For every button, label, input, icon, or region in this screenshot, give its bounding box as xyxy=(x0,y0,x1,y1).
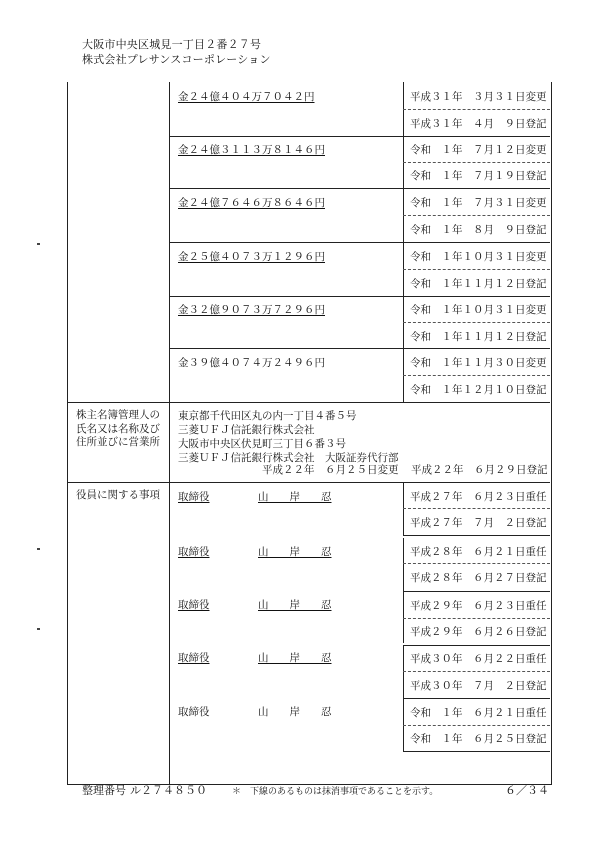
section-separator xyxy=(67,402,550,403)
capital-amount: 金２４億４０４万７０４２円 xyxy=(178,91,315,103)
capital-row-separator xyxy=(169,296,550,297)
capital-row-separator xyxy=(169,242,550,243)
registry-manager-address-1: 東京都千代田区丸の内一丁目４番５号 xyxy=(178,410,357,422)
officer-title: 取締役 xyxy=(178,491,210,503)
officer-row-separator xyxy=(403,645,550,646)
section-separator xyxy=(67,482,550,483)
reference-number: ル２７４８５０ xyxy=(130,784,207,797)
officer-registration-date: 令和 １年 ６月２５日登記 xyxy=(410,733,547,745)
capital-change-date: 平成３１年 ３月３１日変更 xyxy=(410,91,547,103)
company-name: 株式会社プレサンスコーポレーション xyxy=(82,53,271,66)
capital-registration-date: 令和 １年１１月１２日登記 xyxy=(410,331,547,343)
capital-change-date: 令和 １年１０月３１日変更 xyxy=(410,251,547,263)
date-dashed-separator xyxy=(403,508,550,509)
officer-name: 山 岸 忍 xyxy=(258,491,332,503)
officer-name: 山 岸 忍 xyxy=(258,652,332,664)
officer-reappointment-date: 令和 １年 ６月２１日重任 xyxy=(410,707,547,719)
date-dashed-separator xyxy=(403,215,550,216)
registry-manager-registration-date: 平成２２年 ６月２９日登記 xyxy=(411,464,548,476)
officer-reappointment-date: 平成３０年 ６月２２日重任 xyxy=(410,653,547,665)
capital-row-separator xyxy=(169,188,550,189)
officers-label: 役員に関する事項 xyxy=(76,489,160,501)
document-header xyxy=(82,37,271,67)
date-dashed-separator xyxy=(403,725,550,726)
capital-registration-date: 平成３１年 ４月 ９日登記 xyxy=(410,118,547,130)
capital-registration-date: 令和 １年 ８月 ９日登記 xyxy=(410,224,547,236)
officer-registration-date: 平成２９年 ６月２６日登記 xyxy=(410,626,547,638)
officer-registration-date: 平成２７年 ７月 ２日登記 xyxy=(410,517,547,529)
officer-date-divider xyxy=(403,591,404,643)
capital-registration-date: 令和 １年１２月１０日登記 xyxy=(410,384,547,396)
capital-row-separator xyxy=(169,136,550,137)
date-dashed-separator xyxy=(403,162,550,163)
date-dashed-separator xyxy=(403,109,550,110)
registry-manager-name-1: 三菱ＵＦＪ信託銀行株式会社 xyxy=(178,424,315,436)
scan-speck xyxy=(37,548,40,550)
officer-registration-date: 平成２８年 ６月２７日登記 xyxy=(410,572,547,584)
registry-manager-name-2: 三菱ＵＦＪ信託銀行株式会社 大阪証券代行部 xyxy=(178,452,399,464)
officer-name: 山 岸 忍 xyxy=(258,546,332,558)
label-line: 氏名又は名称及び xyxy=(76,422,160,435)
officer-title: 取締役 xyxy=(178,546,210,558)
capital-change-date: 令和 １年１１月３０日変更 xyxy=(410,357,547,369)
officer-date-divider xyxy=(403,538,404,591)
page-number: ６／３４ xyxy=(505,784,549,797)
capital-change-date: 令和 １年１０月３１日変更 xyxy=(410,304,547,316)
company-address: 大阪市中央区城見一丁目２番２７号 xyxy=(82,38,262,51)
date-dashed-separator xyxy=(403,671,550,672)
registry-manager-label xyxy=(76,409,160,450)
capital-amount: 金２５億４０７３万１２９６円 xyxy=(178,251,325,263)
capital-amount: 金２４億７６４６万８６４６円 xyxy=(178,197,325,209)
scan-speck xyxy=(37,628,40,630)
date-dashed-separator xyxy=(403,322,550,323)
capital-change-date: 令和 １年 ７月３１日変更 xyxy=(410,197,547,209)
officer-reappointment-date: 平成２７年 ６月２３日重任 xyxy=(410,491,547,503)
date-dashed-separator xyxy=(403,269,550,270)
footnote: ＊ 下線のあるものは抹消事項であることを示す。 xyxy=(232,787,439,797)
date-dashed-separator xyxy=(403,618,550,619)
officer-reappointment-date: 平成２８年 ６月２１日重任 xyxy=(410,546,547,558)
capital-amount: 金２４億３１１３万８１４６円 xyxy=(178,144,325,156)
capital-registration-date: 令和 １年 ７月１９日登記 xyxy=(410,170,547,182)
officer-row-separator xyxy=(403,591,550,592)
officer-registration-date: 平成３０年 ７月 ２日登記 xyxy=(410,680,547,692)
registry-manager-address-2: 大阪市中央区伏見町三丁目６番３号 xyxy=(178,438,346,450)
capital-row-separator xyxy=(169,348,550,349)
label-line: 住所並びに営業所 xyxy=(76,436,160,448)
capital-amount: 金３９億４０７４万２４９６円 xyxy=(178,357,325,369)
officer-title: 取締役 xyxy=(178,599,210,611)
officer-title: 取締役 xyxy=(178,706,210,718)
date-dashed-separator xyxy=(403,563,550,564)
capital-registration-date: 令和 １年１１月１２日登記 xyxy=(410,278,547,290)
officer-title: 取締役 xyxy=(178,652,210,664)
officer-name: 山 岸 忍 xyxy=(258,599,332,611)
officer-row-separator xyxy=(403,535,550,536)
officer-row-separator xyxy=(403,751,550,752)
registry-manager-change-date: 平成２２年 ６月２５日変更 xyxy=(262,464,399,476)
label-line: 株主名簿管理人の xyxy=(76,409,160,421)
capital-change-date: 令和 １年 ７月１２日変更 xyxy=(410,144,547,156)
officer-reappointment-date: 平成２９年 ６月２３日重任 xyxy=(410,600,547,612)
capital-amount: 金３２億９０７３万７２９６円 xyxy=(178,304,325,316)
officer-row-separator xyxy=(403,698,550,699)
reference-label: 整理番号 xyxy=(82,784,126,797)
date-dashed-separator xyxy=(403,375,550,376)
scan-speck xyxy=(37,243,40,245)
officer-name: 山 岸 忍 xyxy=(258,706,332,718)
